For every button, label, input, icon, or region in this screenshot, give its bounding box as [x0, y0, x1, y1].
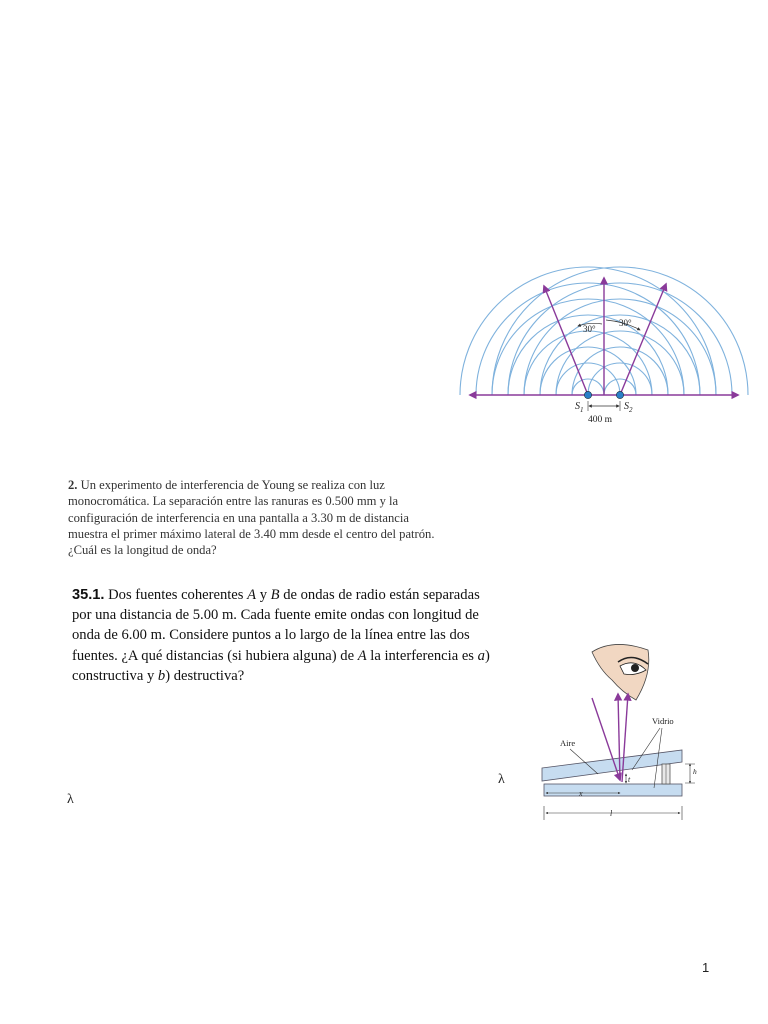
air-wedge-figure: [536, 640, 696, 820]
problem-35-1: [72, 585, 500, 686]
thickness-label: t: [628, 775, 631, 784]
problem-35-1-text-6: ) destructiva?: [165, 667, 245, 684]
left-maximum-arrow: [544, 286, 588, 395]
problem-2-text: Un experimento de interferencia de Young se realiza con luz monocromática. La separación entre las ranuras es 0.500 mm y la configuración de interferencia en una pantalla a 3.30 m de distancia muestra el primer máximo lateral de 3.40 mm desde el centro del patrón. ¿Cuál es la longitud de onda?: [68, 478, 435, 558]
x-label: x: [579, 789, 583, 798]
bottom-glass-plate: [544, 784, 682, 796]
problem-35-1-text-2: y: [256, 587, 271, 603]
part-b-label: b: [157, 667, 166, 684]
height-label: h: [693, 767, 697, 776]
source-s1-label: $S_1$: [575, 401, 584, 414]
problem-35-1-text-1: Dos fuentes coherentes: [104, 587, 248, 603]
page-number: 1: [702, 960, 710, 975]
problem-35-1-text-5: ) constructiva y: [72, 647, 490, 684]
right-maximum-arrow: [620, 284, 666, 395]
eye-icon: [592, 644, 649, 700]
source-a-var: A: [247, 587, 257, 603]
problem-2: [68, 477, 438, 558]
source-s2-label: $S_2$: [624, 401, 633, 414]
problem-35-1-text-3: de ondas de radio están separadas por una distancia de 5.00 m. Cada fuente emite ondas con longitud de onda de 6.00 m. Considere puntos a lo largo de la línea entre las dos fuentes. ¿A qué distancias (si hubiera alguna) de: [72, 587, 480, 664]
part-a-label: a: [477, 647, 485, 664]
lambda-symbol-right: λ: [498, 772, 505, 787]
source-b-var: B: [270, 587, 280, 603]
glass-label: Vidrio: [652, 716, 674, 726]
problem-35-1-text-4: la interferencia es: [366, 647, 478, 664]
wave-front-s2-3: [572, 347, 668, 395]
source-s2-dot: [616, 391, 623, 398]
source-s1-dot: [584, 391, 591, 398]
angle-label-right: 30°: [619, 318, 632, 328]
lambda-symbol-left: λ: [67, 792, 74, 807]
length-label: l: [610, 809, 613, 818]
air-label: Aire: [560, 738, 576, 748]
separation-label: 400 m: [588, 415, 613, 425]
wave-front-s1-3: [540, 347, 636, 395]
problem-2-number: 2.: [68, 478, 78, 492]
source-a-var-2: A: [357, 647, 367, 664]
problem-35-1-number: 35.1.: [72, 587, 105, 603]
angle-label-left: 30°: [583, 324, 596, 334]
interference-pattern-figure: [466, 270, 742, 430]
